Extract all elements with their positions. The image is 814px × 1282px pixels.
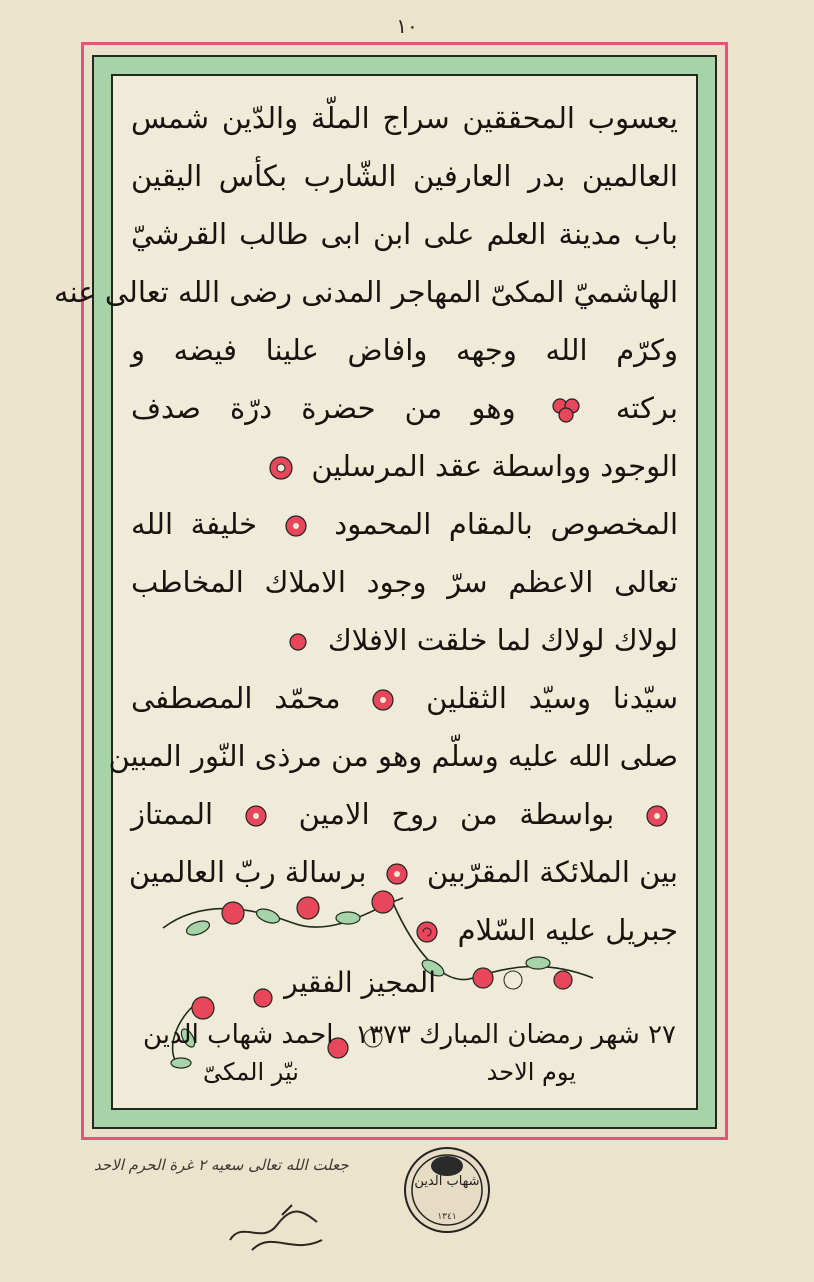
- seal-text: شهاب الدين: [414, 1174, 480, 1189]
- text-line-4: [54, 264, 678, 320]
- text-segment: سيّدنا وسيّد الثقلين: [426, 681, 679, 715]
- text-line-3: [131, 206, 678, 262]
- text-segment: صلى الله عليه وسلّم وهو من مرذى النّور المبين: [108, 739, 678, 773]
- text-segment: يعسوب المحققين سراج الملّة والدّين شمس: [131, 101, 678, 135]
- rosette-icon: [281, 513, 311, 539]
- text-line-10: [131, 612, 678, 668]
- text-segment: الهاشميّ المكىّ المهاجر المدنى رضى الله تعالى عنه: [54, 275, 678, 309]
- text-segment: محمّد المصطفى: [131, 681, 341, 715]
- text-segment: برسالة ربّ العالمين: [128, 855, 367, 889]
- text-panel: [54, 74, 698, 1110]
- page-number: ١٠: [396, 14, 418, 38]
- signatory-name: احمد شهاب الدين: [143, 1020, 334, 1050]
- rosette-icon: [283, 629, 313, 655]
- rosette-icon: [368, 687, 398, 713]
- text-segment: جبريل عليه السّلام: [457, 913, 678, 947]
- seal-year: ١٣٤١: [437, 1212, 457, 1222]
- text-line-13: [131, 786, 678, 842]
- text-segment: الممتاز: [131, 797, 214, 831]
- text-segment: تعالى الاعظم سرّ وجود الاملاك المخاطب: [131, 565, 678, 599]
- signature-icon: [222, 1200, 332, 1260]
- text-segment: المخصوص بالمقام المحمود: [334, 507, 679, 541]
- text-segment: وكرّم الله وجهه وافاض علينا فيضه و: [131, 333, 678, 367]
- rosette-icon: [551, 397, 581, 423]
- text-line-9: [131, 554, 678, 610]
- ijaza-day: يوم الاحد: [486, 1058, 576, 1086]
- page-frame: [54, 42, 728, 1140]
- text-segment: العالمين بدر العارفين الشّارب بكأس اليقين: [131, 159, 678, 193]
- text-line-8: [131, 496, 678, 552]
- signatory-title: المجيز الفقير: [284, 966, 436, 999]
- text-line-5: [131, 322, 678, 378]
- text-segment: باب مدينة العلم على ابن ابى طالب القرشيّ: [131, 217, 678, 251]
- text-segment: بركته: [615, 391, 679, 425]
- text-line-6: [131, 380, 678, 436]
- text-segment: وهو من حضرة درّة صدف: [131, 391, 516, 425]
- margin-note: جعلت الله تعالى سعيه ٢ غرة الحرم الاحد: [94, 1156, 349, 1174]
- text-segment: لولاك لولاك لما خلقت الافلاك: [327, 623, 678, 657]
- text-line-2: [131, 148, 678, 204]
- green-border: [54, 55, 717, 1129]
- text-segment: بين الملائكة المقرّبين: [426, 855, 678, 889]
- text-segment: خليفة الله: [131, 507, 258, 541]
- ijaza-date: ٢٧ شهر رمضان المبارك ١٣٧٣: [355, 1020, 676, 1050]
- seal-icon: [403, 1146, 491, 1234]
- text-segment: بواسطة من روح الامين: [298, 797, 615, 831]
- signatory-nisba: نيّر المكىّ: [203, 1058, 299, 1086]
- rosette-icon: [642, 803, 672, 829]
- text-segment: الوجود وواسطة عقد المرسلين: [311, 449, 678, 483]
- text-line-12: [108, 728, 678, 784]
- text-line-7: [131, 438, 678, 494]
- text-line-11: [131, 670, 678, 726]
- rosette-icon: [241, 803, 271, 829]
- text-line-1: [131, 90, 678, 146]
- rosette-icon: [266, 455, 296, 481]
